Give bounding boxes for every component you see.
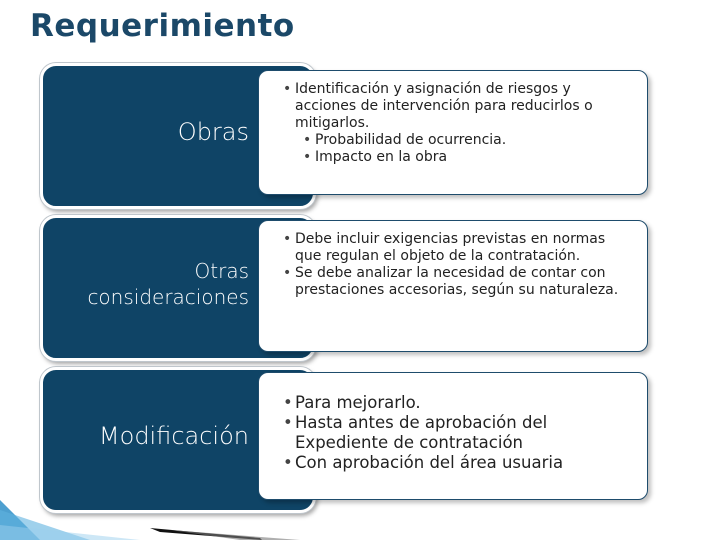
details-panel-obras <box>258 70 648 195</box>
bullet-item: • Hasta antes de aprobación del Expediente de contratación <box>281 413 635 453</box>
category-label <box>178 118 249 146</box>
page-title: Requerimiento <box>30 8 295 44</box>
bullet-list <box>281 231 635 299</box>
bullet-item: • Con aprobación del área usuaria <box>281 453 635 473</box>
category-label-line: Otras <box>194 259 249 283</box>
bullet-item: • Se debe analizar la necesidad de contar con prestaciones accesorias, según su naturaleza. <box>281 265 635 299</box>
bullet-list <box>281 81 635 166</box>
category-label <box>99 422 249 450</box>
category-label-line: Modificación <box>98 422 249 450</box>
bullet-item: • Para mejorarlo. <box>281 393 635 413</box>
bullet-item: • Debe incluir exigencias previstas en normas que regulan el objeto de la contratación. <box>281 231 635 265</box>
sub-bullet-item: • Impacto en la obra <box>281 149 635 166</box>
details-panel-modificacion <box>258 372 648 500</box>
bullet-list <box>281 393 635 473</box>
category-label-line: Obras <box>177 118 249 146</box>
details-panel-otras-consideraciones <box>258 220 648 352</box>
category-label <box>87 258 249 310</box>
sub-bullet-item: • Probabilidad de ocurrencia. <box>281 132 635 149</box>
category-label-line: consideraciones <box>87 285 249 309</box>
bullet-item: • Identificación y asignación de riesgos y acciones de intervención para reducirlos o mitigarlos. <box>281 81 635 132</box>
